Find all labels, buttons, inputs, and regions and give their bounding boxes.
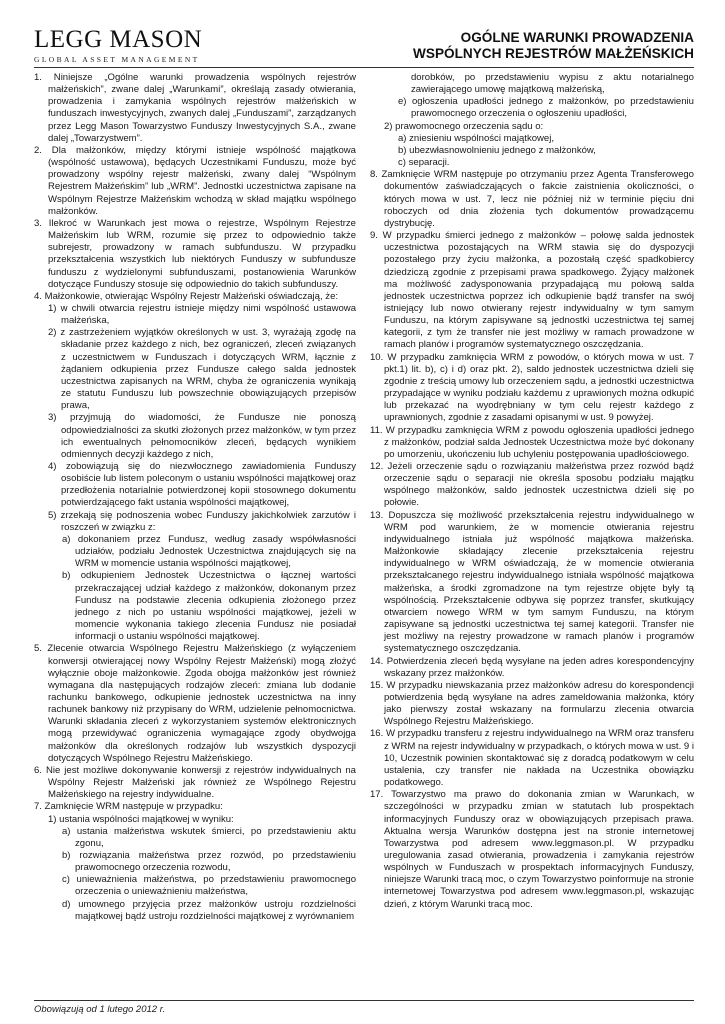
left-column (34, 72, 356, 923)
clause-10: 10. W przypadku zamknięcia WRM z powodów, o których mowa w ust. 7 pkt.1) lit. b), c) i d) oraz pkt. 2), saldo jednostek uczestnictwa dzieli się zgodnie z treścią umowy lub orzeczeniem sądu, a jednostki uczestnictwa przypadające w wyniku podziału każdemu z uprawionych można odkupić lub przekazać na wyodrębniany w tym celu rejestr każdego z uprawnionych, zgodnie z zasadami opisanymi w ust. 9 powyżej. (370, 351, 694, 424)
footer-divider (34, 1000, 694, 1001)
clause-4-point-5-b: b) odkupieniem Jednostek Uczestnictwa o łącznej wartości przekraczającej udział każdego z małżonków, dokonanym przez Fundusz na podstawie zlecenia odkupienia złożonego przez jednego z nich po ustaniu wspólności majątkowej, jeżeli w momencie wykonania takiego zlecenia Fundusz nie posiadał informacji o ustaniu wspólności majątkowej. (62, 570, 356, 643)
right-column (370, 72, 694, 911)
clause-4-point-5-a: a) dokonaniem przez Fundusz, według zasady współwłasności udziałów, podziału Jednostek Uczestnictwa znajdujących się na WRM w momencie ustania wspólności majątkowej, (62, 533, 356, 570)
legg-mason-logo (34, 27, 202, 64)
clause-4-point-1: 1) w chwili otwarcia rejestru istnieje między nimi wspólność ustawowa małżeńska, (48, 302, 356, 327)
header-divider (34, 67, 694, 68)
clause-7-point-1-b: b) rozwiązania małżeństwa przez rozwód, po przedstawieniu prawomocnego orzeczenia rozwodu, (62, 850, 356, 874)
clause-7-point-1-d-continued: dorobków, po przedstawieniu wypisu z aktu notarialnego zawierającego umowę majątkową małżeńską, (411, 72, 694, 96)
clause-12: 12. Jeżeli orzeczenie sądu o rozwiązaniu małżeństwa przez rozwód bądź orzeczenie sądu o separacji nie określa sposobu podziału majątku wspólnego małżonków, saldo jednostek uczestnictwa dzieli się po połowie. (370, 461, 694, 509)
clause-7-point-2-c: c) separacji. (398, 157, 450, 169)
clause-14: 14. Potwierdzenia zleceń będą wysyłane na jeden adres korespondencyjny wskazany przez małżonków. (370, 655, 694, 679)
clause-7-point-1-c: c) unieważnienia małżeństwa, po przedstawieniu prawomocnego orzeczenia o unieważnieniu małżeństwa, (62, 874, 356, 898)
clause-7-point-2-b: b) ubezwłasnowolnieniu jednego z małżonków, (398, 144, 596, 156)
clause-7-point-1-a: a) ustania małżeństwa wskutek śmierci, po przedstawieniu aktu zgonu, (62, 825, 356, 849)
clause-11: 11. W przypadku zamknięcia WRM z powodu ogłoszenia upadłości jednego z małżonków, podział salda Jednostek Uczestnictwa może być dokonany po umorzeniu, ukończeniu lub uchyleniu postępowania upadłościowego. (370, 424, 694, 460)
clause-7-point-2-a: a) zniesieniu wspólności majątkowej, (398, 132, 555, 144)
logo-wordmark: LEGG MASON (34, 26, 203, 53)
clause-7-point-2: 2) prawomocnego orzeczenia sądu o: (384, 120, 544, 132)
clause-9: 9. W przypadku śmierci jednego z małżonków – połowę salda jednostek uczestnictwa pozostających na WRM stawia się do dyspozycji pozostałego przy życiu małżonka, a pozostałą część spadkobiercy dziedziczą zgodnie z przepisami prawa spadkowego. Żyjący małżonek ma możliwość zadysponowania przypadającą mu połową salda jednostek uczestnictwa poprzez ich odkupienie bądź transfer na swój istniejący lub nowo otwierany rejestr indywidualny w tym samym Funduszu, na którym zapisywane są jednostki uczestnictwa tej samej kategorii, z tym że transfer nie jest możliwy w ramach prowadzone w ramach planów i programów systematycznego oszczędzania. (370, 230, 694, 351)
clause-13: 13. Dopuszcza się możliwość przekształcenia rejestru indywidualnego w WRM pod warunkiem, że w momencie otwierania rejestru indywidualnego istniała już wspólność majątkowa małżeńska. Małżonkowie składający zlecenie przekształcenia rejestru indywidualnego w WRM oświadczają, że w momencie otwierania przekształcanego rejestru indywidualnego istniała wspólność majątkowa małżeńska, a środki zgromadzone na tym rejestrze objęte były tą wspólnością. Przekształcenie odbywa się poprzez transfer, skutkujący otwarciem nowego WRM w tym samym Funduszu, na którym zapisywane są jednostki uczestnictwa tej samej kategorii. Transfer nie jest możliwy na rejestry prowadzone w ramach planów i programów systematycznego oszczędzania. (370, 509, 694, 655)
clause-2: 2. Dla małżonków, między którymi istnieje wspólność majątkowa (wspólność ustawowa), będących Uczestnikami Funduszu, może być prowadzony wspólny rejestr małżeński, zwany dalej “Wspólnym Rejestrem Małżeńskim” lub „WRM”. Jednostki uczestnictwa zapisane na Wspólnym Rejestrze Małżeńskim wchodzą w skład majątku wspólnego małżonków. (34, 144, 356, 217)
document-title (413, 30, 694, 61)
clause-7: 7. Zamknięcie WRM następuje w przypadku: (34, 801, 223, 813)
clause-4-point-4: 4) zobowiązują się do niezwłocznego zawiadomienia Funduszy osobiście lub listem poleconym o ustaniu wspólności majątkowej oraz przedłożenia notarialnie potwierdzonej kopii stosownego dokumentu potwierdzającego fakt ustania wspólności majątkowej, (48, 461, 356, 509)
clause-7-point-1-e: e) ogłoszenia upadłości jednego z małżonków, po przedstawieniu prawomocnego orzeczenia o ogłoszeniu upadłości, (398, 96, 694, 120)
clause-4-point-3: 3) przyjmują do wiadomości, że Fundusze nie ponoszą odpowiedzialności za skutki złożonych przez małżonków, w tym przez ich ewentualnych pełnomocników zleceń, będących wynikiem odmiennych decyzji każdego z nich, (48, 412, 356, 460)
clause-1: 1. Niniejsze „Ogólne warunki prowadzenia wspólnych rejestrów małżeńskich”, zwane dalej „Warunkami”, określają zasady otwierania, prowadzenia i zamykania wspólnych rejestrów małżeńskich w funduszach inwestycyjnych, zwanych dalej „Funduszami”, zarządzanych przez Legg Mason Towarzystwo Funduszy Inwestycyjnych S.A., zwane dalej „Towarzystwem”. (34, 72, 356, 144)
clause-4: 4. Małżonkowie, otwierając Wspólny Rejestr Małżeński oświadczają, że: (34, 290, 339, 302)
effective-date-note: Obowiązują od 1 lutego 2012 r. (34, 1004, 166, 1015)
clause-3: 3. Ilekroć w Warunkach jest mowa o rejestrze, Wspólnym Rejestrze Małżeńskim lub WRM, rozumie się przez to odpowiednio także subrejestr, prowadzony w ramach subfunduszu. W przypadku przekształcenia wszystkich lub niektórych Funduszy w subfundusze funduszu z wydzielonymi subfunduszami, postanowienia Warunków dotyczące Funduszy stosuje się odpowiednio do takich subfunduszy. (34, 217, 356, 290)
clause-17: 17. Towarzystwo ma prawo do dokonania zmian w Warunkach, w szczególności w przypadku zmian w statutach lub prospektach informacyjnych Funduszy oraz w obowiązujących przepisach prawa. Aktualna wersja Warunków dostępna jest na stronie internetowej Towarzystwa pod adresem www.leggmason.pl. W przypadku uregulowania zasad otwierania, prowadzenia i zamykania rejestrów wspólnych w Funduszach w prospektach informacyjnych Funduszy, niniejsze Warunki tracą moc, o czym Towarzystwo poinformuje na stronie internetowej Towarzystwa pod adresem www.leggmason.pl, wskazując dzień, z którym Warunki tracą moc. (370, 789, 694, 910)
clause-4-point-5: 5) zrzekają się podnoszenia wobec Funduszy jakichkolwiek zarzutów i roszczeń w związku z: (48, 509, 356, 533)
clause-6: 6. Nie jest możliwe dokonywanie konwersji z rejestrów indywidualnych na Wspólny Rejestr Małżeński jak również ze Wspólnego Rejestru Małżeńskiego na rejestry indywidualne. (34, 764, 356, 801)
clause-15: 15. W przypadku niewskazania przez małżonków adresu do korespondencji potwierdzenia będą wysyłane na adres zameldowania małżonka, który jako pierwszy został wskazany na formularzu zlecenia otwarcia Wspólnego Rejestru Małżeńskiego. (370, 679, 694, 728)
clause-5: 5. Zlecenie otwarcia Wspólnego Rejestru Małżeńskiego (z wyłączeniem konwersji otwierającej nowy Wspólny Rejestr Małżeński) mogą złożyć wyłącznie oboje małżonkowie. Zgoda obojga małżonków jest również wymagana dla następujących rodzajów zleceń: zmiana lub dodanie rachunku bankowego, odkupienie jednostek uczestnictwa na inny rachunek bankowy niż przypisany do WRM, udzielenie pełnomocnictwa. Warunki składania zleceń z wykorzystaniem systemów elektronicznych mogą przewidywać ograniczenia wymagające zgody obydwojga małżonków dla określonych rodzajów lub wszystkich dyspozycji dotyczących Wspólnego Rejestru Małżeńskiego. (34, 643, 356, 764)
title-line-2: WSPÓLNYCH REJESTRÓW MAŁŻEŃSKICH (413, 45, 694, 61)
logo-tagline: GLOBAL ASSET MANAGEMENT (34, 55, 200, 64)
clause-16: 16. W przypadku transferu z rejestru indywidualnego na WRM oraz transferu z WRM na rejestr indywidualny w przypadkach, o których mowa w ust. 9 i 10, Uczestnik powinien skontaktować się z doradcą podatkowym w celu ustalenia, czy transfer nie nakłada na Uczestnika obowiązku podatkowego. (370, 728, 694, 789)
title-line-1: OGÓLNE WARUNKI PROWADZENIA (460, 30, 694, 45)
clause-7-point-1-d: d) umownego przyjęcia przez małżonków ustroju rozdzielności majątkowej bądź ustroju rozdzielności majątkowej z wyrównaniem (62, 898, 356, 922)
clause-8: 8. Zamknięcie WRM następuje po otrzymaniu przez Agenta Transferowego dokumentów zaświadczających o fakcie zaistnienia okoliczności, o których mowa w ust. 7, lecz nie później niż w terminie pięciu dni roboczych od dnia złożenia tych dokumentów prowadzącemu dystrybucję. (370, 169, 694, 229)
clause-7-point-1: 1) ustania wspólności majątkowej w wyniku: (48, 813, 234, 825)
clause-4-point-2: 2) z zastrzeżeniem wyjątków określonych w ust. 3, wyrażają zgodę na składanie przez każdego z nich, bez ograniczeń, zleceń związanych z uczestnictwem w Funduszach i dotyczących WRM, łącznie z żądaniem odkupienia przez Fundusze całego salda jednostek uczestnictwa zapisanych na WRM, chyba że ograniczenia wynikają ze statutu Funduszu lub powszechnie obowiązujących przepisów prawa, (48, 327, 356, 412)
